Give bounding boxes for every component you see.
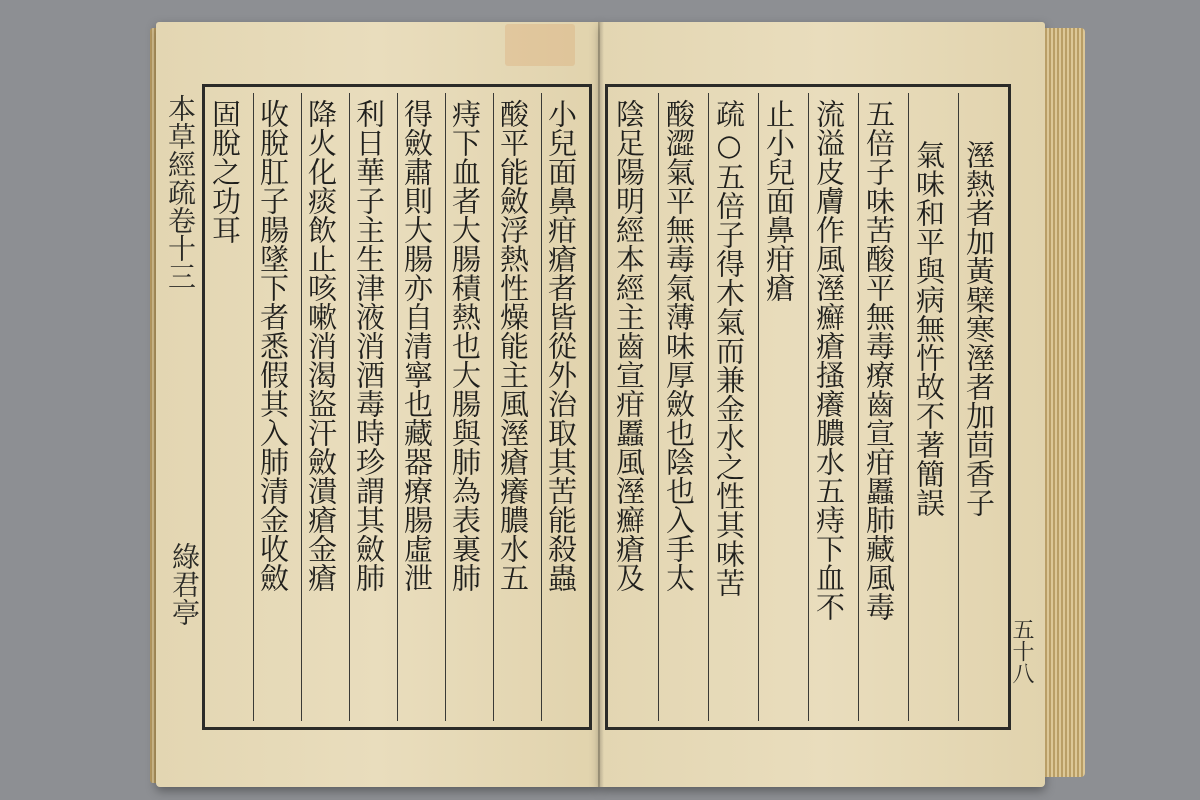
- right-text-column: 五倍子味苦酸平無毒療齒宣疳䘌肺藏風毒: [862, 99, 896, 621]
- left-text-column: 收脫肛子腸墜下者悉假其入肺清金收斂: [256, 99, 290, 592]
- left-text-frame: [202, 84, 592, 730]
- left-text-column: 降火化痰飲止咳嗽消渴盜汗斂潰瘡金瘡: [304, 99, 338, 592]
- left-text-column: 利日華子主生津液消酒毒時珍謂其斂肺: [352, 99, 386, 592]
- left-text-column: 得斂肅則大腸亦自清寧也藏器療腸虛泄: [400, 99, 434, 592]
- right-text-column: 流溢皮膚作風溼癬瘡搔癢膿水五痔下血不: [812, 99, 846, 621]
- page-edges-right: [1045, 28, 1085, 777]
- right-text-column: 酸澀氣平無毒氣薄味厚斂也陰也入手太: [662, 99, 696, 592]
- volume-header: 本草經疏卷十三: [164, 94, 197, 290]
- page-number: 五十八: [1009, 618, 1034, 684]
- right-text-column: 止小兒面鼻疳瘡: [762, 99, 796, 302]
- left-text-column: 酸平能斂浮熱性燥能主風溼瘡癢膿水五: [496, 99, 530, 592]
- right-text-column: 疏○五倍子得木氣而兼金水之性其味苦: [712, 99, 746, 597]
- right-text-column: 氣味和平與病無忤故不著簡誤: [912, 140, 946, 517]
- right-text-column: 陰足陽明經本經主齒宣疳䘌風溼癬瘡及: [612, 99, 646, 592]
- book-gutter: [598, 22, 604, 787]
- right-text-frame: [605, 84, 1011, 730]
- faded-seal-stamp: [505, 24, 575, 66]
- publisher-mark: 綠君亭: [168, 542, 201, 626]
- left-text-column: 小兒面鼻疳瘡者皆從外治取其苦能殺蟲: [544, 99, 578, 592]
- open-book: [150, 22, 1085, 787]
- right-text-column: 溼熱者加黃檗寒溼者加茴香子: [962, 140, 996, 517]
- left-text-column: 固脫之功耳: [208, 99, 242, 244]
- left-text-column: 痔下血者大腸積熱也大腸與肺為表裏肺: [448, 99, 482, 592]
